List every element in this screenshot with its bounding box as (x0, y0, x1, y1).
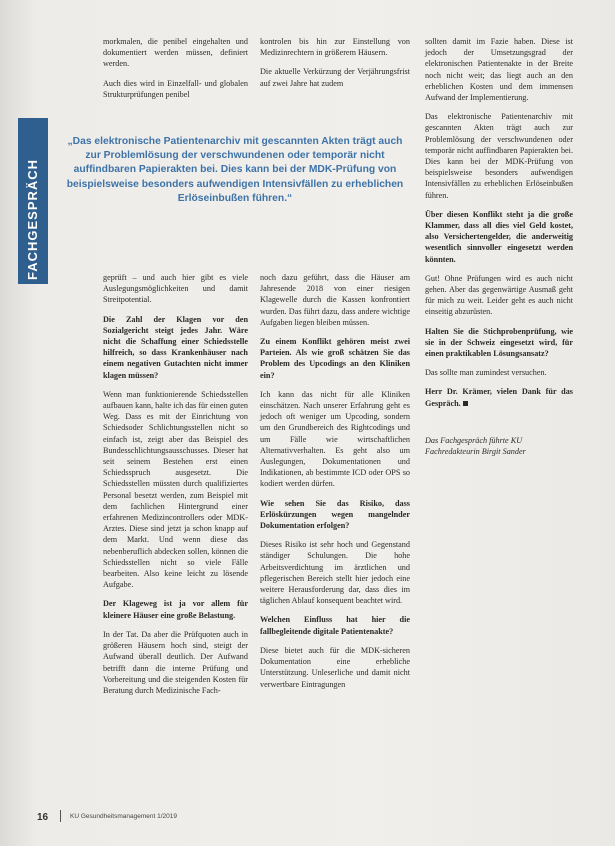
page-number: 16 (37, 812, 49, 823)
section-sidebar (18, 118, 48, 284)
paragraph: geprüft – und auch hier gibt es viele Auslegungsmöglichkeiten und damit Streitpotential. (103, 273, 248, 305)
paragraph: In der Tat. Da aber die Prüfquoten auch in größeren Häusern hoch sind, steigt der Aufwand überall deutlich. Der Aufwand betrifft dann die interne Prüfung und Vorbereitung und die steigenden Kosten für Beratung durch Medizinische Fach- (103, 629, 248, 695)
section-label: FACHGESPRÄCH (25, 158, 40, 280)
end-mark-icon (463, 401, 468, 406)
column-2 (260, 272, 410, 698)
interview-question: Über diesen Konflikt steht ja die große Klammer, dass all dies viel Geld kostet, also Versichertengelder, die anderweitig wesentlich sinnvoller eingesetzt werden könnten. (425, 209, 573, 264)
interview-question: Halten Sie die Stichprobenprüfung, wie sie in der Schweiz eingesetzt wird, für einen praktikablen Lösungsansatz? (425, 326, 573, 359)
paragraph: Diese bietet auch für die MDK-sicheren Dokumentation eine erhebliche Unterstützung. Unleserliche und damit nicht verwertbare Eintragungen (260, 645, 410, 689)
paragraph: Das sollte man zumindest versuchen. (425, 368, 547, 378)
paragraph: Das elektronische Patientenarchiv mit gescannten Akten trägt auch zur Problemlösung der verschwundenen oder temporär nicht auffindbaren Papierakten bei. Dies kann bei der MDK-Prüfung von beispielsweise besonders aufwendigen Intensivfällen zu erheblichen Erlöseinbußen führen. (425, 112, 573, 200)
closing-question (425, 386, 573, 408)
magazine-title: KU Gesundheitsmanagement 1/2019 (70, 813, 177, 820)
interview-question: Die Zahl der Klagen vor den Sozialgericht steigt jedes Jahr. Wäre nicht die Schaffung einer Schiedsstelle hilfreich, so dass Krankenhäuser nach einem negativen Gutachten nicht immer klagen müssen? (103, 314, 248, 380)
paragraph: Dieses Risiko ist sehr hoch und Gegenstand ständiger Schulungen. Die hohe Arbeitsverdichtung im ärztlichen und pflegerischen Bereich stellt hier jedoch eine weitere Herausforderung dar, dass dies im täglichen Ablauf konsequent beachtet wird. (260, 540, 410, 606)
closing-text: Herr Dr. Krämer, vielen Dank für das Gespräch. (425, 387, 573, 408)
paragraph: sollten damit im Fazie haben. Diese ist jedoch der Umsetzungsgrad der elektronischen Patientenakte in der Breite noch nicht weit; das liegt auch an den erheblichen Kosten und dem immensen Aufwand der Implementierung. (425, 37, 573, 103)
pull-quote: „Das elektronische Patientenarchiv mit gescannten Akten trägt auch zur Problemlösung der verschwundenen oder temporär nicht auffindbaren Papierakten bei. Dies kann bei der MDK-Prüfung von beispielsweise besonders aufwendigen Intensivfällen zu erheblichen Erlöseinbußen führen.“ (66, 136, 404, 204)
interview-question: Wie sehen Sie das Risiko, dass Erlöskürzungen wegen mangelnder Dokumentation erfolgen? (260, 498, 410, 531)
paragraph: morkmalen, die penibel eingehalten und dokumentiert werden müssen, definiert werden. (103, 37, 248, 69)
column-1 (103, 272, 248, 704)
paragraph: noch dazu geführt, dass die Häuser am Jahresende 2018 von einer riesigen Klagewelle durch die Kassen konfrontiert wurden. Das führt dazu, dass andere wichtige Aufgaben liegen bleiben müssen. (260, 273, 410, 327)
column-3 (425, 36, 573, 465)
paragraph: Auch dies wird in Einzelfall- und globalen Strukturprüfungen penibel (103, 78, 248, 99)
paragraph: Ich kann das nicht für alle Kliniken einschätzen. Nach unserer Erfahrung geht es jedoch oft weniger um Upcoding, sondern um den Grundbereich des Rightcodings und um Fälle wie wirtschaftlichen Alternativverhalten. Es geht also um Auslegungen, Dokumentationen und Indikationen, ab bestimmte ICD oder OPS so kodiert werden dürfen. (260, 389, 410, 489)
interview-question: Zu einem Konflikt gehören meist zwei Parteien. Als wie groß schätzen Sie das Problem des Upcodings an den Kliniken ein? (260, 337, 410, 380)
paragraph: Die aktuelle Verkürzung der Verjährungsfrist auf zwei Jahre hat zudem (260, 67, 410, 88)
paragraph: kontrolen bis hin zur Einstellung von Medizinrechtern in größerem Häusern. (260, 37, 410, 58)
author-credit: Das Fachgespräch führte KU Fachredakteurin Birgit Sander (425, 435, 526, 457)
column-1-top (103, 36, 248, 108)
interview-question: Welchen Einfluss hat hier die fallbegleitende digitale Patientenakte? (260, 615, 410, 636)
paragraph: Gut! Ohne Prüfungen wird es auch nicht gehen. Aber das gegenwärtige Ausmaß geht für mich zu weit. Leider geht es auch nicht einseitig abzurüsten. (425, 273, 573, 317)
column-2-top (260, 36, 410, 97)
interview-question: Der Klageweg ist ja vor allem für kleinere Häuser eine große Belastung. (103, 599, 248, 620)
footer-divider (60, 810, 61, 822)
paragraph: Wenn man funktionierende Schiedsstellen aufbauen kann, halte ich das für einen guten Weg. Dass es mit der Einrichtung von Schiedsoder Schlichtungsstellen nicht so einfach ist, zeigt aber das Beispiel des Bundesschlichtungsausschusses. Dieser hat seit seinem Bestehen erst einen Schiedsspruch ausgesetzt. Die Schiedsstellen müssten durch qualifiziertes Personal besetzt werden, zum Beispiel mit dem fachlichen Hintergrund einer erfahrenen Medizincontrollers oder MDK-Arztes. Diese sind jetzt ja schon knapp auf dem Markt. Und wenn diese das nebenberuflich abdecken sollen, können die Schiedsstellen nicht so viele Fälle bearbeiten. Also keine leicht zu lösende Aufgabe. (103, 389, 248, 590)
